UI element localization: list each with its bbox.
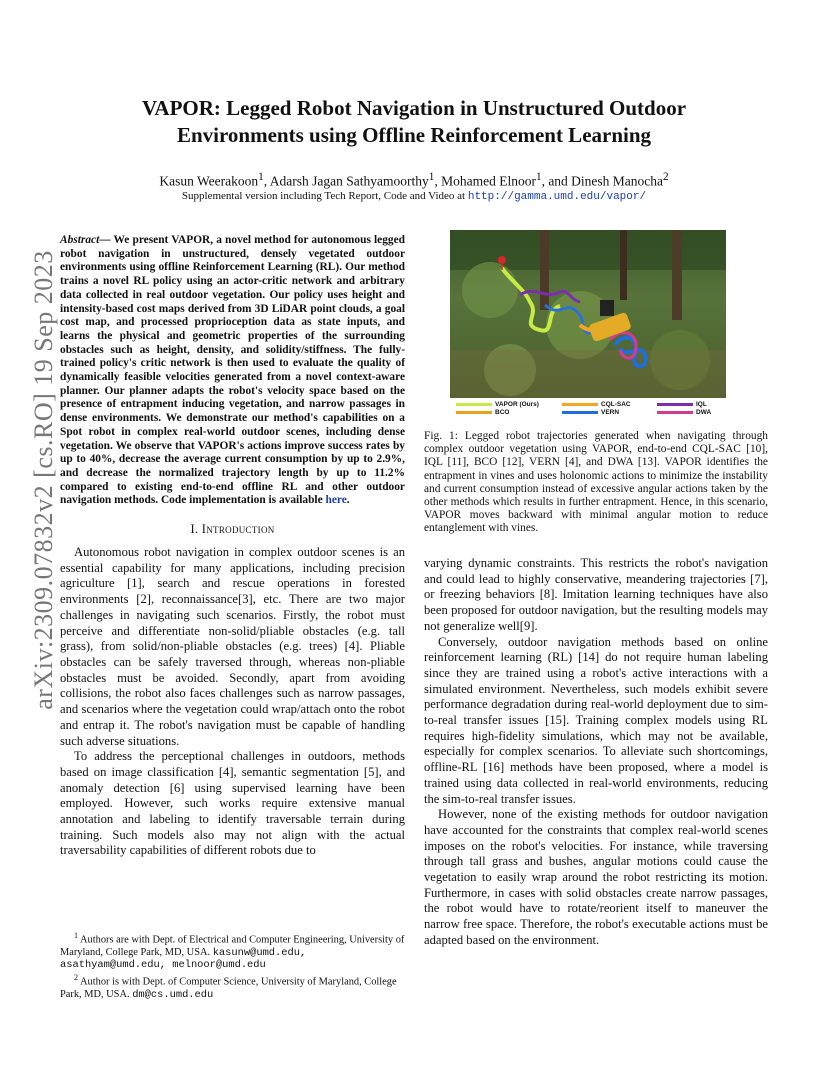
section-heading-introduction: I. Introduction [190,522,275,537]
right-paragraph-2: Conversely, outdoor navigation methods based on online reinforcement learning (RL) [14] do not require human labeling since they are trained using a robot's active interactions with a simulated environment. Nevertheless, such models exhibit severe performance degradation during real-world deployment due to sim-to-real transfer issues [15]. Training complex models using RL requires high-fidelity simulations, which may not be available, especially for complex scenarios. To alleviate such shortcomings, offline-RL [16] methods have been proposed, where a model is trained using data collected in real-world environments, reducing the sim-to-real transfer issues. [424,634,768,806]
author-list: Kasun Weerakoon$^1$, Adarsh Jagan Sathyamoorthy$^1$, Mohamed Elnoor$^1$, and Dinesh Manocha$^2$ [159,171,669,189]
footnotes [60,930,405,1001]
legend-swatch-bco [456,411,492,414]
figure-1-caption: Fig. 1: Legged robot trajectories generated when navigating through complex outdoor vegetation using VAPOR, end-to-end CQL-SAC [10], IQL [11], BCO [12], VERN [4], and DWA [13]. VAPOR identifies the entrapment in vines and uses holonomic actions to minimize the instability and current consumption instead of excessive angular actions taken by the other methods which results in further entrapment. Hence, in this scenario, VAPOR moves backward with minimal angular motion to reduce entanglement with vines. [424,430,768,535]
right-paragraph-1: varying dynamic constraints. This restricts the robot's navigation and could lead to highly conservative, meandering trajectories [7], or freezing behaviors [8]. Imitation learning techniques have also been proposed for outdoor navigation, but the resulting models may not generalize well[9]. [424,556,768,633]
figure-1-photo [450,230,726,398]
legend-iql: IQL [657,401,707,408]
vegetation-photo [450,230,726,398]
legend-vapor: VAPOR (Ours) [456,401,539,408]
footnote-2: $^2$ Author is with Dept. of Computer Science, University of Maryland, College Park, MD, USA. dm@cs.umd.edu [60,972,397,1001]
legend-cql: CQL-SAC [562,401,631,408]
paper-title [60,95,768,149]
title-line-2: Environments using Offline Reinforcement Learning [176,123,652,147]
legend-swatch-cql [562,403,598,406]
title-line-1: VAPOR: Legged Robot Navigation in Unstructured Outdoor [141,96,687,120]
right-column [424,556,768,949]
figure-legend [452,401,724,419]
author-1: Kasun Weerakoon [159,173,259,189]
legend-bco: BCO [456,409,509,416]
author-4: and Dinesh Manocha [548,173,664,189]
legend-dwa: DWA [657,409,711,416]
right-paragraph-3: However, none of the existing methods for outdoor navigation have accounted for the constraints that complex real-world scenes imposes on the robot's velocities. For instance, while traversing through tall grass and bushes, angular motions could cause the vegetation to easily wrap around the robot restricting its motion. Furthermore, in cases with solid obstacles create narrow passages, the robot would have to rotate/reorient itself to maneuver the narrow free space. Therefore, the robot's executable actions must be adapted based on the environment. [424,807,768,947]
footnote-1: $^1$ Authors are with Dept. of Electrical and Computer Engineering, University of Maryland, College Park, MD, USA. kasunw@umd.edu, asathyam@umd.edu, melnoor@umd.edu [60,931,405,972]
author-3: Mohamed Elnoor [441,173,536,189]
project-url-link[interactable]: http://gamma.umd.edu/vapor/ [467,191,647,203]
intro-paragraph-2: To address the perceptional challenges in outdoors, methods based on image classification [4], semantic segmentation [5], and anomaly detection [6] using supervised learning have been employed. However, such works require extensive manual annotation and labeling to identify traversable terrain during training. Such models also may not align with the actual traversability capabilities of different robots due to [60,749,405,858]
supplemental-note: Supplemental version including Tech Report, Code and Video at http://gamma.umd.edu/vapor/ [181,190,647,203]
arxiv-stamp: arXiv:2309.07832v2 [cs.RO] 19 Sep 2023 [29,250,58,710]
legend-swatch-vern [562,411,598,414]
author-2: Adarsh Jagan Sathyamoorthy [269,173,429,189]
legend-swatch-vapor [456,403,492,406]
legend-swatch-iql [657,403,693,406]
legend-swatch-dwa [657,411,693,414]
code-link[interactable]: here [325,494,347,507]
intro-paragraph-1: Autonomous robot navigation in complex outdoor scenes is an essential capability for many applications, including precision agriculture [1], search and rescue operations in forested environments [2], reconnaissance[3], etc. There are two major challenges in navigating such scenarios. Firstly, the robot must perceive and differentiate non-solid/pliable obstacles (e.g. tall grass), from solid/non-pliable obstacles (e.g. trees) [4]. Pliable obstacles can be safely traversed through, whereas non-pliable obstacles must be avoided. Secondly, apart from avoiding collisions, the robot also faces challenges such as narrow passages, and scenarios where the vegetation could wrap/attach onto the robot and entrap it. The robot's navigation must be capable of handling such adverse situations. [60,545,405,748]
abstract: Abstract— We present VAPOR, a novel method for autonomous legged robot navigation in unstructured, densely vegetated outdoor environments using offline Reinforcement Learning (RL). Our method trains a novel RL policy using an actor-critic network and arbitrary data collected in real outdoor vegetation. Our policy uses height and intensity-based cost maps derived from 3D LiDAR point clouds, a goal cost map, and processed proprioception data as state inputs, and learns the physical and geometric properties of the surrounding obstacles such as height, density, and solidity/stiffness. The fully-trained policy's critic network is then used to evaluate the quality of dynamically feasible velocities generated from a novel context-aware planner. Our planner adapts the robot's velocity space based on the presence of entrapment inducing vegetation, and narrow passages in dense environments. We demonstrate our method's capabilities on a Spot robot in complex real-world outdoor scenes, including dense vegetation. We observe that VAPOR's actions improve success rates by up to 40%, decrease the average current consumption by up to 2.9%, and decrease the normalized trajectory length by up to 11.2% compared to existing end-to-end offline RL and other outdoor navigation methods. Code implementation is available here. [60,234,405,507]
left-column [60,234,405,859]
legend-vern: VERN [562,409,619,416]
